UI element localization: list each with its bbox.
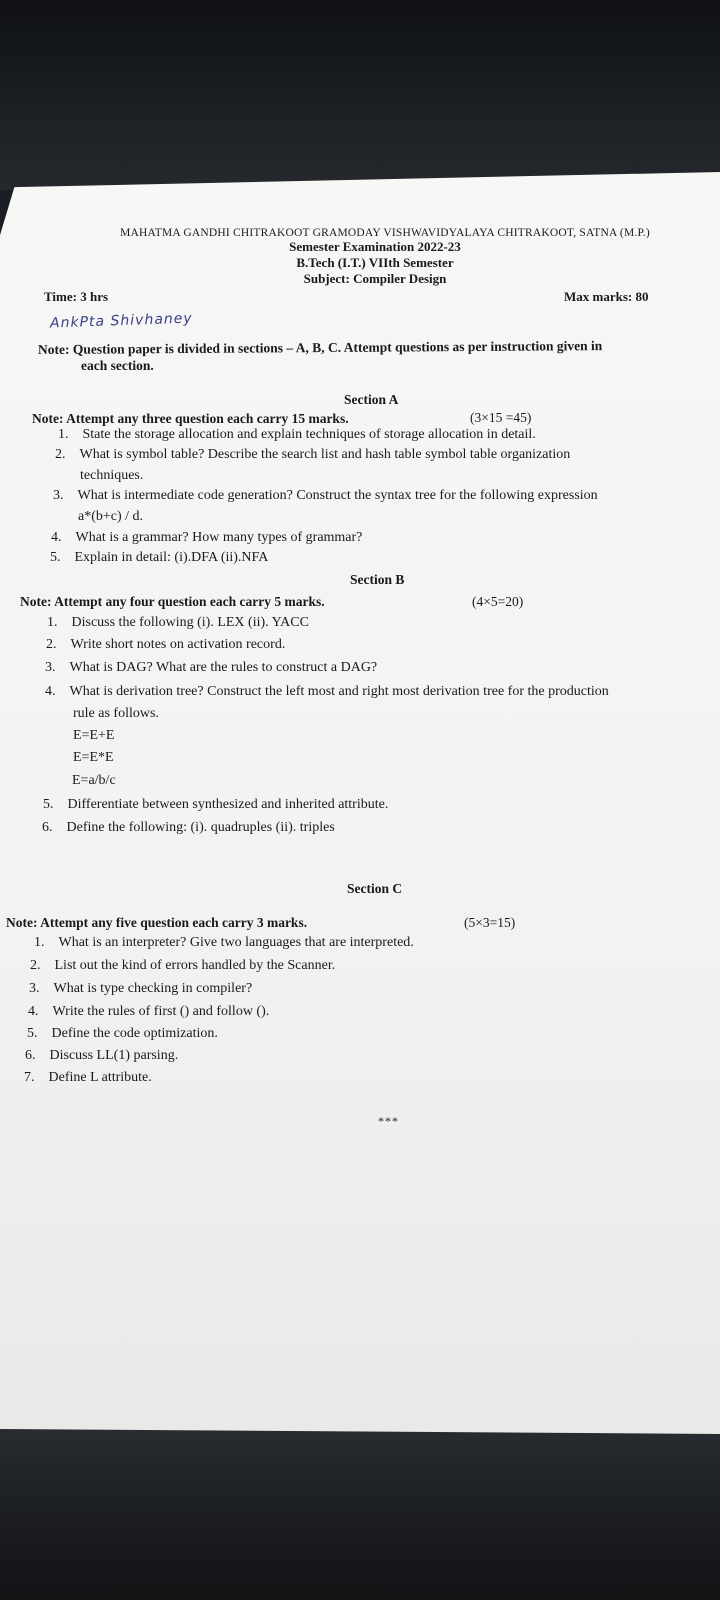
section-c-question-1: 1. What is an interpreter? Give two languages that are interpreted. [34, 935, 414, 950]
section-c-question-5: 5. Define the code optimization. [27, 1026, 218, 1041]
section-b-question-6: 6. Define the following: (i). quadruples (ii). triples [42, 820, 335, 835]
university-name: MAHATMA GANDHI CHITRAKOOT GRAMODAY VISHWAVIDYALAYA CHITRAKOOT, SATNA (M.P.) [120, 227, 650, 239]
exam-title: Semester Examination 2022-23 [289, 239, 461, 254]
exam-time: Time: 3 hrs [44, 289, 109, 304]
section-a-question-3: 3. What is intermediate code generation? Construct the syntax tree for the following expression [53, 488, 598, 503]
section-a-question-5: 5. Explain in detail: (i).DFA (ii).NFA [50, 550, 269, 565]
section-b-question-2: 2. Write short notes on activation record. [46, 637, 286, 652]
section-a-question-2-cont: techniques. [80, 468, 144, 483]
section-b-question-1: 1. Discuss the following (i). LEX (ii). YACC [47, 615, 309, 630]
general-note-continued: each section. [81, 358, 154, 373]
section-b-marks: (4×5=20) [472, 594, 524, 609]
section-a-question-4: 4. What is a grammar? How many types of grammar? [51, 530, 363, 545]
production-rule-2: E=E*E [73, 750, 114, 765]
section-c-question-2: 2. List out the kind of errors handled by the Scanner. [30, 958, 336, 973]
section-a-note: Note: Attempt any three question each carry 15 marks. [32, 411, 349, 426]
section-b-question-4-cont: rule as follows. [73, 706, 159, 721]
section-c-question-3: 3. What is type checking in compiler? [29, 981, 253, 996]
section-c-question-4: 4. Write the rules of first () and follow (). [28, 1004, 270, 1019]
section-c-question-6: 6. Discuss LL(1) parsing. [25, 1048, 179, 1063]
end-of-paper-mark: *** [378, 1114, 399, 1128]
section-c-note: Note: Attempt any five question each carry 3 marks. [6, 915, 308, 930]
production-rule-1: E=E+E [73, 728, 115, 743]
general-note: Note: Question paper is divided in sections – A, B, C. Attempt questions as per instruction given in [37, 338, 603, 357]
section-a-question-3-cont: a*(b+c) / d. [78, 509, 144, 524]
section-b-title: Section B [350, 572, 405, 587]
section-a-title: Section A [344, 392, 399, 407]
section-b-question-5: 5. Differentiate between synthesized and inherited attribute. [43, 797, 389, 812]
max-marks: Max marks: 80 [564, 289, 649, 304]
section-b-question-4: 4. What is derivation tree? Construct the left most and right most derivation tree for the production [45, 684, 609, 699]
section-a-question-2: 2. What is symbol table? Describe the search list and hash table symbol table organization [55, 447, 571, 462]
subject-title: Subject: Compiler Design [303, 271, 447, 286]
section-c-marks: (5×3=15) [464, 915, 516, 930]
handwritten-student-name: AnkPta Shivhaney [49, 310, 193, 332]
course-title: B.Tech (I.T.) VIIth Semester [296, 255, 454, 270]
production-rule-3: E=a/b/c [72, 773, 116, 788]
section-c-title: Section C [347, 881, 403, 896]
section-a-marks: (3×15 =45) [470, 410, 532, 425]
section-a-question-1: 1. State the storage allocation and explain techniques of storage allocation in detail. [58, 427, 536, 442]
section-c-question-7: 7. Define L attribute. [24, 1070, 152, 1085]
section-b-question-3: 3. What is DAG? What are the rules to construct a DAG? [45, 660, 378, 675]
section-b-note: Note: Attempt any four question each carry 5 marks. [20, 594, 325, 609]
